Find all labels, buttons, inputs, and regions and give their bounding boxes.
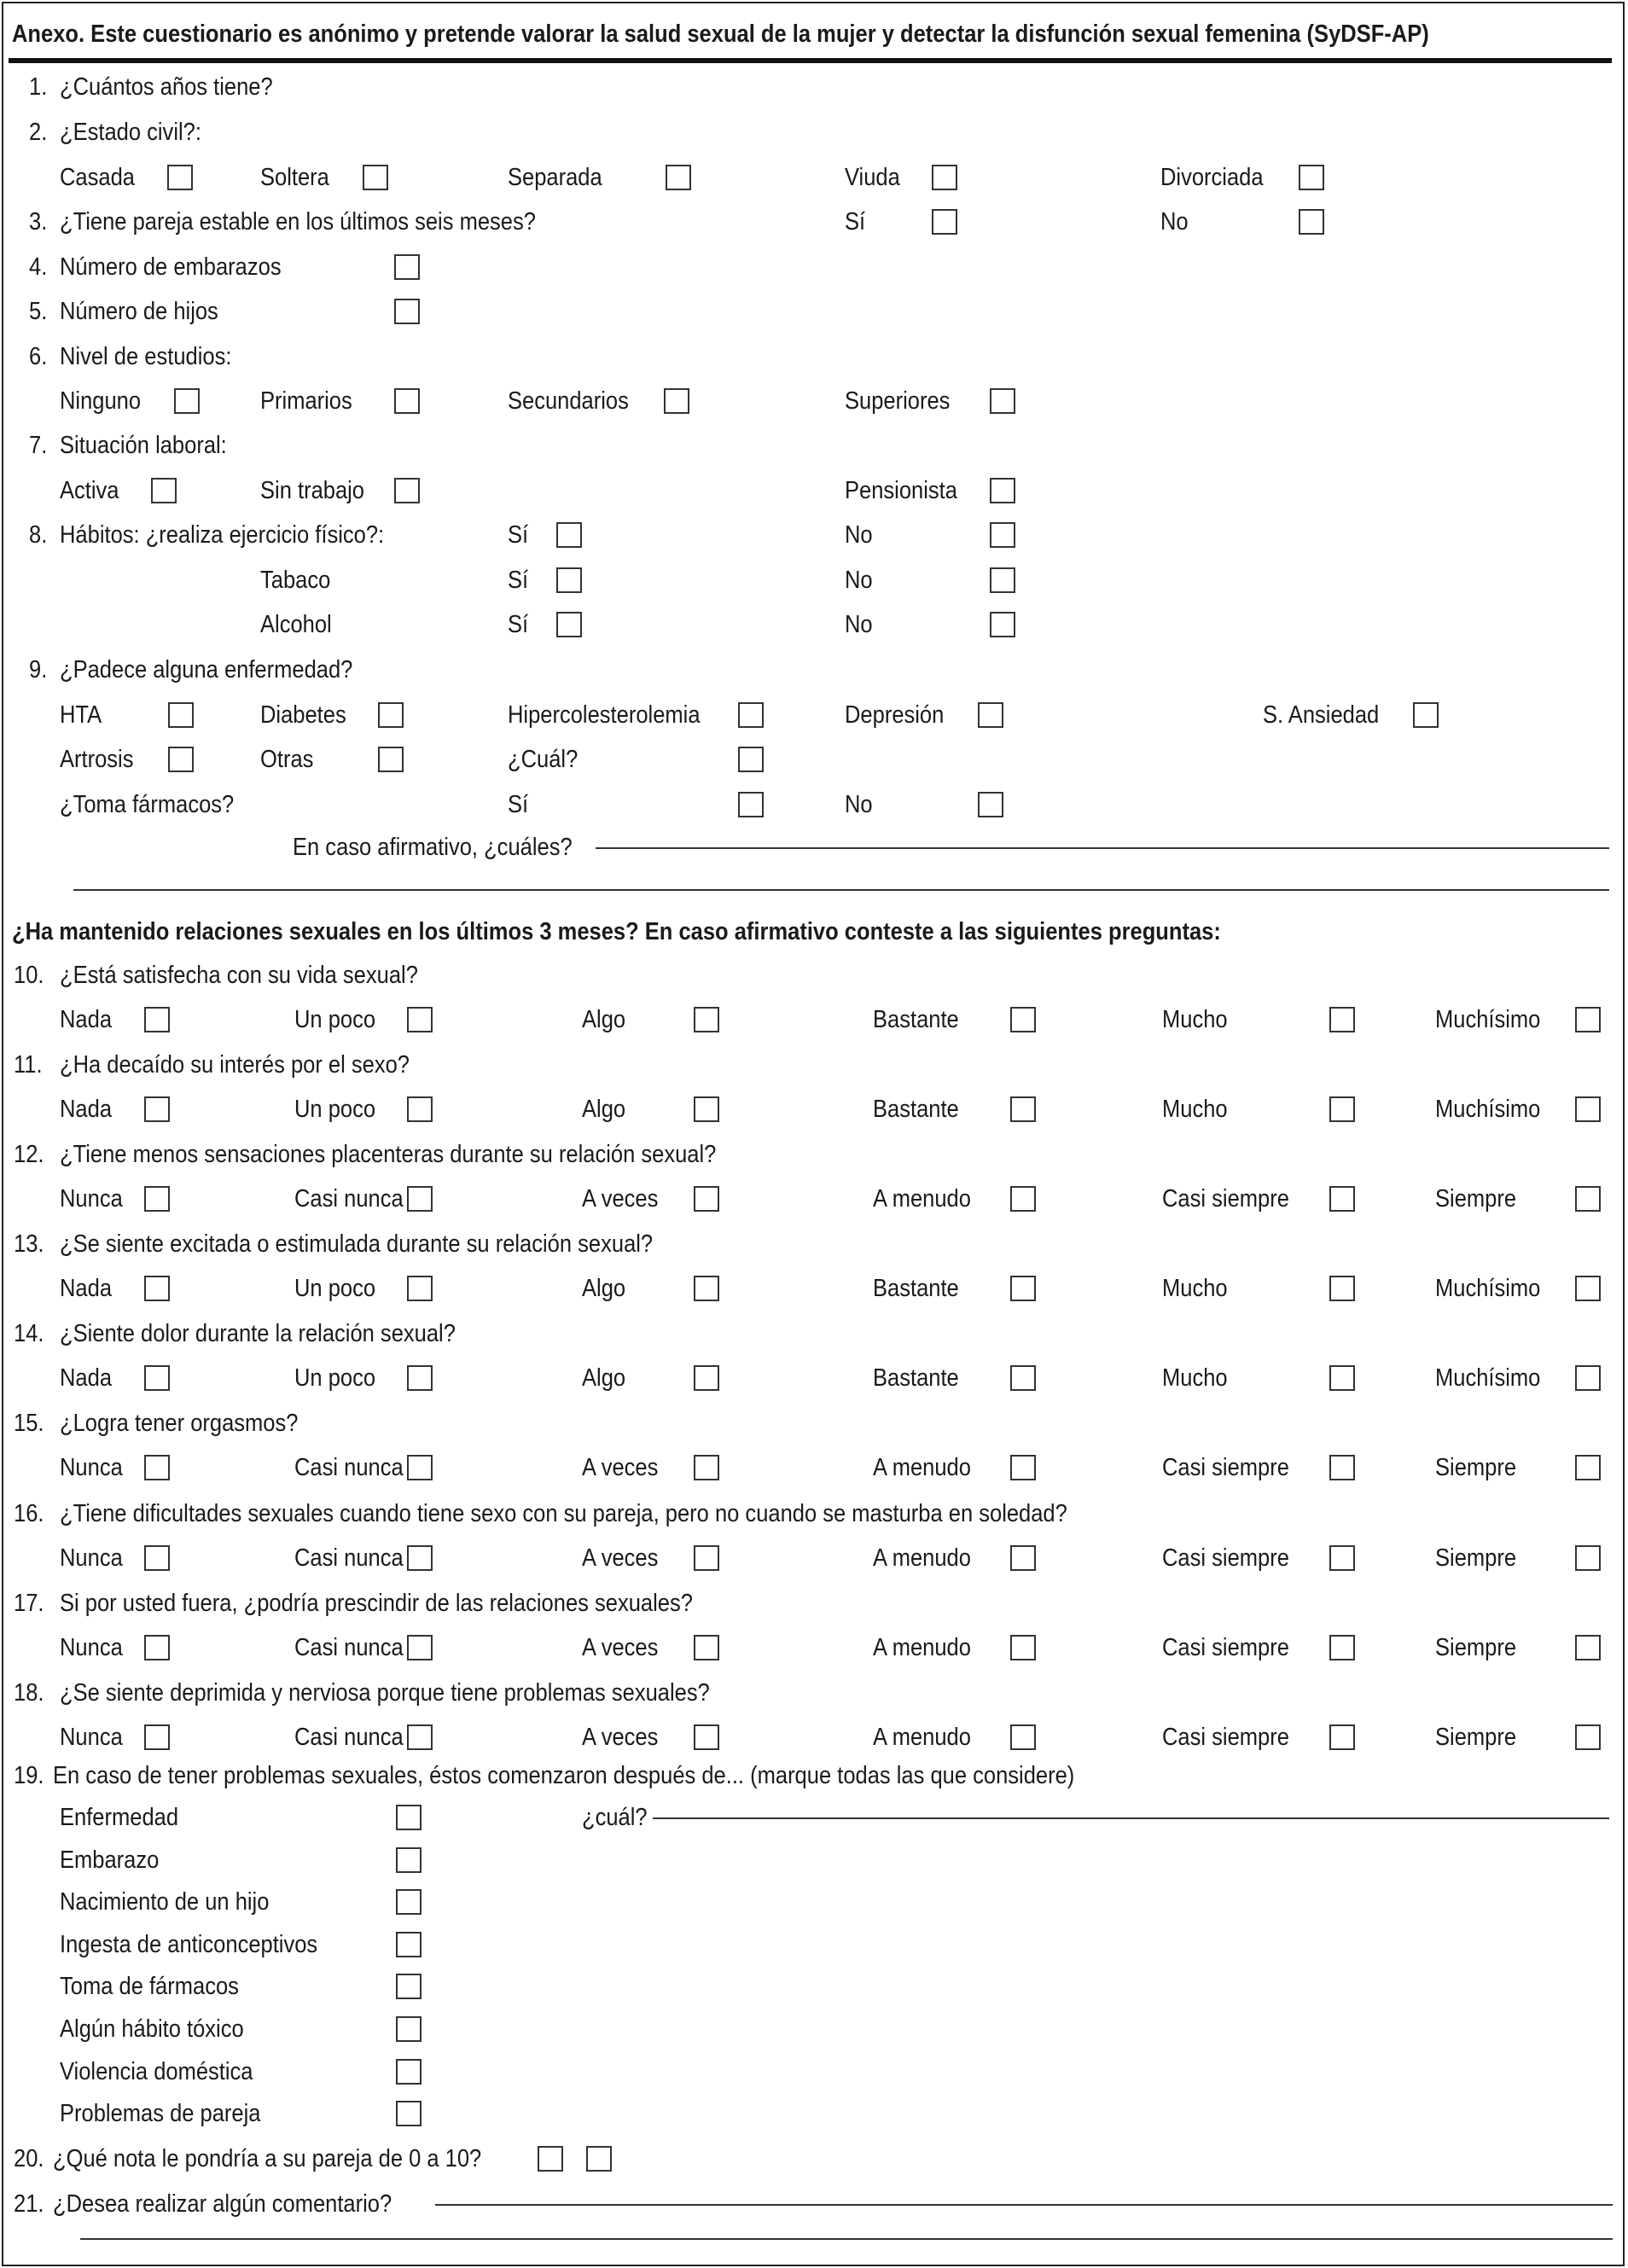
question-11-text: ¿Ha decaído su interés por el sexo? [60, 1051, 410, 1079]
q19-option-checkbox[interactable] [396, 1932, 422, 1957]
scale-option-checkbox[interactable] [1575, 1096, 1601, 1122]
scale-option-label: A veces [582, 1634, 659, 1661]
partner-no-checkbox[interactable] [1299, 209, 1324, 235]
education-option-checkbox[interactable] [394, 388, 420, 414]
question-15-text: ¿Logra tener orgasmos? [60, 1410, 299, 1437]
scale-option-label: Bastante [873, 1096, 959, 1123]
marital-option-checkbox[interactable] [363, 165, 388, 190]
scale-option-checkbox[interactable] [144, 1545, 170, 1571]
q19-option-checkbox[interactable] [396, 2016, 422, 2042]
drugs-which-label: En caso afirmativo, ¿cuáles? [293, 834, 573, 861]
question-9-number: 9. [29, 656, 48, 683]
question-20-number: 20. [14, 2145, 44, 2172]
scale-option-checkbox[interactable] [407, 1724, 433, 1750]
scale-option-checkbox[interactable] [144, 1365, 170, 1391]
scale-option-checkbox[interactable] [144, 1455, 170, 1480]
scale-option-checkbox[interactable] [1329, 1365, 1355, 1391]
employment-option-label: Pensionista [845, 477, 957, 504]
question-14-text: ¿Siente dolor durante la relación sexual? [60, 1320, 456, 1347]
scale-option-checkbox[interactable] [1575, 1724, 1601, 1750]
scale-option-checkbox[interactable] [1575, 1635, 1601, 1660]
habit-yes-label: Sí [508, 611, 529, 638]
scale-option-checkbox[interactable] [407, 1635, 433, 1660]
scale-option-label: Muchísimo [1435, 1096, 1541, 1123]
scale-option-label: Nunca [60, 1634, 123, 1661]
scale-option-label: A veces [582, 1724, 659, 1751]
disease-option-checkbox[interactable] [168, 702, 194, 728]
scale-option-label: Nunca [60, 1544, 123, 1572]
q19-option-label: Ingesta de anticonceptivos [60, 1930, 318, 1958]
question-20-text: ¿Qué nota le pondría a su pareja de 0 a 10? [53, 2145, 482, 2172]
scale-option-checkbox[interactable] [1010, 1096, 1036, 1122]
scale-option-label: Nunca [60, 1724, 123, 1751]
question-12-text: ¿Tiene menos sensaciones placenteras durante su relación sexual? [60, 1141, 717, 1168]
disease-option-checkbox[interactable] [378, 747, 404, 772]
partner-no-label: No [1160, 208, 1189, 236]
habit-yes-checkbox[interactable] [556, 567, 582, 593]
education-option-checkbox[interactable] [664, 388, 689, 414]
drugs-question: ¿Toma fármacos? [60, 791, 235, 818]
marital-option-label: Separada [508, 164, 602, 191]
score-digit-box[interactable] [538, 2146, 563, 2172]
education-option-label: Ninguno [60, 387, 142, 415]
scale-option-checkbox[interactable] [1575, 1365, 1601, 1391]
scale-option-checkbox[interactable] [1329, 1635, 1355, 1660]
q19-option-checkbox[interactable] [396, 1805, 422, 1830]
scale-option-label: Siempre [1435, 1454, 1517, 1481]
question-10-text: ¿Está satisfecha con su vida sexual? [60, 962, 418, 989]
drugs-yes-label: Sí [508, 791, 529, 818]
question-7-text: Situación laboral: [60, 432, 227, 459]
disease-option-label: S. Ansiedad [1263, 701, 1380, 729]
partner-yes-label: Sí [845, 208, 866, 236]
disease-option-label: Otras [260, 746, 314, 773]
q19-option-label: Violencia doméstica [60, 2057, 253, 2085]
marital-option-checkbox[interactable] [1299, 165, 1324, 190]
scale-option-checkbox[interactable] [1575, 1455, 1601, 1480]
scale-option-checkbox[interactable] [407, 1007, 433, 1032]
question-11-number: 11. [14, 1051, 43, 1079]
disease-option-checkbox[interactable] [738, 702, 764, 728]
scale-option-label: A veces [582, 1544, 659, 1572]
scale-option-label: Casi nunca [294, 1724, 404, 1751]
question-4-number: 4. [29, 253, 48, 281]
question-6-number: 6. [29, 343, 48, 370]
drugs-yes-checkbox[interactable] [738, 792, 764, 817]
scale-option-checkbox[interactable] [694, 1276, 719, 1301]
q19-which-line[interactable] [653, 1817, 1609, 1819]
scale-option-label: Algo [582, 1364, 626, 1392]
exercise-no-checkbox[interactable] [990, 522, 1015, 548]
scale-option-label: Bastante [873, 1364, 959, 1392]
scale-option-label: Algo [582, 1096, 626, 1123]
scale-option-label: Siempre [1435, 1634, 1517, 1661]
marital-option-label: Divorciada [1160, 164, 1264, 191]
scale-option-checkbox[interactable] [1010, 1545, 1036, 1571]
scale-option-checkbox[interactable] [407, 1455, 433, 1480]
comment-line-2[interactable] [80, 2238, 1613, 2240]
scale-option-label: Algo [582, 1006, 626, 1033]
employment-option-checkbox[interactable] [151, 478, 177, 503]
q19-option-checkbox[interactable] [396, 1974, 422, 1999]
question-5-number: 5. [29, 298, 48, 325]
partner-yes-checkbox[interactable] [932, 209, 957, 235]
section2-title: ¿Ha mantenido relaciones sexuales en los últimos 3 meses? En caso afirmativo conteste a las siguientes preguntas: [12, 918, 1221, 945]
scale-option-label: Nada [60, 1096, 113, 1123]
scale-option-label: Siempre [1435, 1185, 1517, 1213]
scale-option-checkbox[interactable] [1010, 1724, 1036, 1750]
scale-option-label: Casi siempre [1162, 1185, 1289, 1213]
children-box[interactable] [394, 299, 420, 324]
scale-option-checkbox[interactable] [694, 1007, 719, 1032]
scale-option-label: Muchísimo [1435, 1275, 1541, 1302]
q19-option-checkbox[interactable] [396, 1889, 422, 1915]
disease-option-checkbox[interactable] [1413, 702, 1439, 728]
habit-yes-label: Sí [508, 567, 529, 594]
education-option-label: Secundarios [508, 387, 629, 415]
score-digit-box[interactable] [586, 2146, 612, 2172]
question-7-number: 7. [29, 432, 48, 459]
scale-option-checkbox[interactable] [407, 1096, 433, 1122]
disease-option-label: Depresión [845, 701, 945, 729]
scale-option-checkbox[interactable] [144, 1724, 170, 1750]
scale-option-checkbox[interactable] [1010, 1007, 1036, 1032]
scale-option-label: Nada [60, 1364, 113, 1392]
q19-option-label: Problemas de pareja [60, 2100, 261, 2128]
scale-option-checkbox[interactable] [144, 1635, 170, 1660]
disease-option-label: HTA [60, 701, 102, 729]
question-5-text: Número de hijos [60, 298, 218, 325]
q19-option-checkbox[interactable] [396, 1847, 422, 1873]
scale-option-label: Un poco [294, 1275, 376, 1302]
scale-option-checkbox[interactable] [694, 1545, 719, 1571]
question-12-number: 12. [14, 1141, 44, 1168]
question-2-number: 2. [29, 119, 48, 146]
scale-option-label: Mucho [1162, 1364, 1228, 1392]
scale-option-label: Siempre [1435, 1724, 1517, 1751]
scale-option-checkbox[interactable] [1329, 1096, 1355, 1122]
scale-option-label: Nunca [60, 1454, 123, 1481]
habit-no-label: No [845, 611, 873, 638]
question-13-number: 13. [14, 1230, 44, 1258]
scale-option-label: Casi siempre [1162, 1634, 1289, 1661]
question-15-number: 15. [14, 1410, 44, 1437]
scale-option-label: Muchísimo [1435, 1006, 1541, 1033]
comment-line[interactable] [435, 2204, 1613, 2206]
scale-option-checkbox[interactable] [1010, 1455, 1036, 1480]
habit-no-checkbox[interactable] [990, 567, 1015, 593]
scale-option-checkbox[interactable] [694, 1365, 719, 1391]
habit-label: Tabaco [260, 567, 331, 594]
question-8-text: Hábitos: ¿realiza ejercicio físico?: [60, 521, 385, 549]
marital-option-label: Viuda [845, 164, 900, 191]
scale-option-checkbox[interactable] [407, 1186, 433, 1212]
question-10-number: 10. [14, 962, 44, 989]
marital-option-checkbox[interactable] [666, 165, 691, 190]
scale-option-checkbox[interactable] [144, 1276, 170, 1301]
scale-option-checkbox[interactable] [1329, 1724, 1355, 1750]
disease-option-label: Hipercolesterolemia [508, 701, 701, 729]
exercise-yes-checkbox[interactable] [556, 522, 582, 548]
scale-option-checkbox[interactable] [694, 1724, 719, 1750]
scale-option-checkbox[interactable] [1329, 1455, 1355, 1480]
scale-option-checkbox[interactable] [694, 1635, 719, 1660]
scale-option-label: Siempre [1435, 1544, 1517, 1572]
education-option-label: Superiores [845, 387, 951, 415]
scale-option-label: A menudo [873, 1454, 971, 1481]
question-18-number: 18. [14, 1679, 44, 1707]
employment-option-checkbox[interactable] [394, 478, 420, 503]
employment-option-label: Sin trabajo [260, 477, 365, 504]
scale-option-label: Nunca [60, 1185, 123, 1213]
scale-option-checkbox[interactable] [1575, 1276, 1601, 1301]
scale-option-checkbox[interactable] [694, 1096, 719, 1122]
scale-option-checkbox[interactable] [407, 1365, 433, 1391]
question-8-number: 8. [29, 521, 48, 549]
scale-option-label: A veces [582, 1454, 659, 1481]
scale-option-label: Mucho [1162, 1275, 1228, 1302]
form-title: Anexo. Este cuestionario es anónimo y pretende valorar la salud sexual de la mujer y detectar la disfunción sexual femenina (SyDSF-AP) [12, 20, 1429, 48]
question-2-text: ¿Estado civil?: [60, 119, 201, 146]
question-1-text: ¿Cuántos años tiene? [60, 73, 273, 101]
education-option-checkbox[interactable] [174, 388, 200, 414]
habit-no-label: No [845, 567, 873, 594]
question-3-number: 3. [29, 208, 48, 236]
scale-option-checkbox[interactable] [144, 1096, 170, 1122]
question-9-text: ¿Padece alguna enfermedad? [60, 656, 353, 683]
employment-option-checkbox[interactable] [990, 478, 1015, 503]
scale-option-checkbox[interactable] [1329, 1276, 1355, 1301]
question-21-text: ¿Desea realizar algún comentario? [53, 2190, 392, 2218]
question-16-text: ¿Tiene dificultades sexuales cuando tiene sexo con su pareja, pero no cuando se masturba en soledad? [60, 1500, 1067, 1527]
drugs-extra-line[interactable] [73, 889, 1609, 891]
question-4-text: Número de embarazos [60, 253, 282, 281]
scale-option-checkbox[interactable] [1010, 1365, 1036, 1391]
scale-option-checkbox[interactable] [144, 1007, 170, 1032]
question-19-number: 19. [14, 1762, 44, 1789]
question-14-number: 14. [14, 1320, 44, 1347]
scale-option-checkbox[interactable] [1575, 1007, 1601, 1032]
scale-option-label: Mucho [1162, 1096, 1228, 1123]
drugs-no-checkbox[interactable] [978, 792, 1003, 817]
scale-option-label: Mucho [1162, 1006, 1228, 1033]
question-17-number: 17. [14, 1590, 44, 1617]
scale-option-label: Casi nunca [294, 1634, 404, 1661]
disease-option-checkbox[interactable] [978, 702, 1003, 728]
education-option-label: Primarios [260, 387, 352, 415]
disease-option-label: Diabetes [260, 701, 346, 729]
marital-option-checkbox[interactable] [167, 165, 193, 190]
habit-no-checkbox[interactable] [990, 612, 1015, 637]
scale-option-label: A menudo [873, 1544, 971, 1572]
q19-option-label: Algún hábito tóxico [60, 2015, 244, 2043]
exercise-no-label: No [845, 521, 873, 549]
q19-option-checkbox[interactable] [396, 2059, 422, 2085]
disease-option-checkbox[interactable] [168, 747, 194, 772]
question-16-number: 16. [14, 1500, 44, 1527]
q19-option-checkbox[interactable] [396, 2101, 422, 2126]
education-option-checkbox[interactable] [990, 388, 1015, 414]
habit-yes-checkbox[interactable] [556, 612, 582, 637]
scale-option-checkbox[interactable] [1575, 1186, 1601, 1212]
title-rule [9, 58, 1612, 63]
scale-option-label: Casi nunca [294, 1544, 404, 1572]
scale-option-label: Algo [582, 1275, 626, 1302]
scale-option-label: Bastante [873, 1006, 959, 1033]
scale-option-checkbox[interactable] [407, 1276, 433, 1301]
scale-option-label: Casi siempre [1162, 1454, 1289, 1481]
questionnaire-frame [2, 2, 1625, 2266]
question-17-text: Si por usted fuera, ¿podría prescindir de las relaciones sexuales? [60, 1590, 693, 1617]
scale-option-label: A veces [582, 1185, 659, 1213]
scale-option-checkbox[interactable] [1575, 1545, 1601, 1571]
disease-option-checkbox[interactable] [738, 747, 764, 772]
question-19-text: En caso de tener problemas sexuales, éstos comenzaron después de... (marque todas las que considere) [53, 1762, 1075, 1789]
drugs-no-label: No [845, 791, 873, 818]
marital-option-label: Casada [60, 164, 135, 191]
scale-option-label: A menudo [873, 1185, 971, 1213]
exercise-yes-label: Sí [508, 521, 529, 549]
scale-option-checkbox[interactable] [1329, 1186, 1355, 1212]
drugs-which-line[interactable] [596, 847, 1609, 849]
scale-option-checkbox[interactable] [1329, 1545, 1355, 1571]
disease-option-label: Artrosis [60, 746, 134, 773]
question-3-text: ¿Tiene pareja estable en los últimos seis meses? [60, 208, 536, 236]
scale-option-label: Nada [60, 1275, 113, 1302]
question-1-number: 1. [29, 73, 48, 101]
scale-option-label: Bastante [873, 1275, 959, 1302]
scale-option-label: Casi nunca [294, 1454, 404, 1481]
scale-option-checkbox[interactable] [407, 1545, 433, 1571]
disease-option-label: ¿Cuál? [508, 746, 579, 773]
pregnancies-box[interactable] [394, 254, 420, 280]
scale-option-checkbox[interactable] [1010, 1635, 1036, 1660]
scale-option-label: Un poco [294, 1006, 376, 1033]
question-13-text: ¿Se siente excitada o estimulada durante su relación sexual? [60, 1230, 654, 1258]
scale-option-label: Muchísimo [1435, 1364, 1541, 1392]
scale-option-label: Un poco [294, 1096, 376, 1123]
marital-option-checkbox[interactable] [932, 165, 957, 190]
question-18-text: ¿Se siente deprimida y nerviosa porque tiene problemas sexuales? [60, 1679, 710, 1707]
scale-option-label: Un poco [294, 1364, 376, 1392]
q19-option-label: Enfermedad [60, 1804, 179, 1831]
scale-option-checkbox[interactable] [694, 1455, 719, 1480]
q19-which-label: ¿cuál? [582, 1804, 648, 1831]
scale-option-label: A menudo [873, 1724, 971, 1751]
question-6-text: Nivel de estudios: [60, 343, 232, 370]
scale-option-label: A menudo [873, 1634, 971, 1661]
q19-option-label: Embarazo [60, 1846, 160, 1874]
scale-option-label: Casi nunca [294, 1185, 404, 1213]
scale-option-checkbox[interactable] [694, 1186, 719, 1212]
disease-option-checkbox[interactable] [378, 702, 404, 728]
scale-option-checkbox[interactable] [1010, 1276, 1036, 1301]
marital-option-label: Soltera [260, 164, 329, 191]
employment-option-label: Activa [60, 477, 119, 504]
question-21-number: 21. [14, 2190, 44, 2218]
scale-option-checkbox[interactable] [1329, 1007, 1355, 1032]
scale-option-label: Casi siempre [1162, 1724, 1289, 1751]
scale-option-label: Nada [60, 1006, 113, 1033]
habit-label: Alcohol [260, 611, 332, 638]
scale-option-checkbox[interactable] [1010, 1186, 1036, 1212]
scale-option-checkbox[interactable] [144, 1186, 170, 1212]
q19-option-label: Nacimiento de un hijo [60, 1888, 270, 1916]
scale-option-label: Casi siempre [1162, 1544, 1289, 1572]
q19-option-label: Toma de fármacos [60, 1973, 239, 2001]
